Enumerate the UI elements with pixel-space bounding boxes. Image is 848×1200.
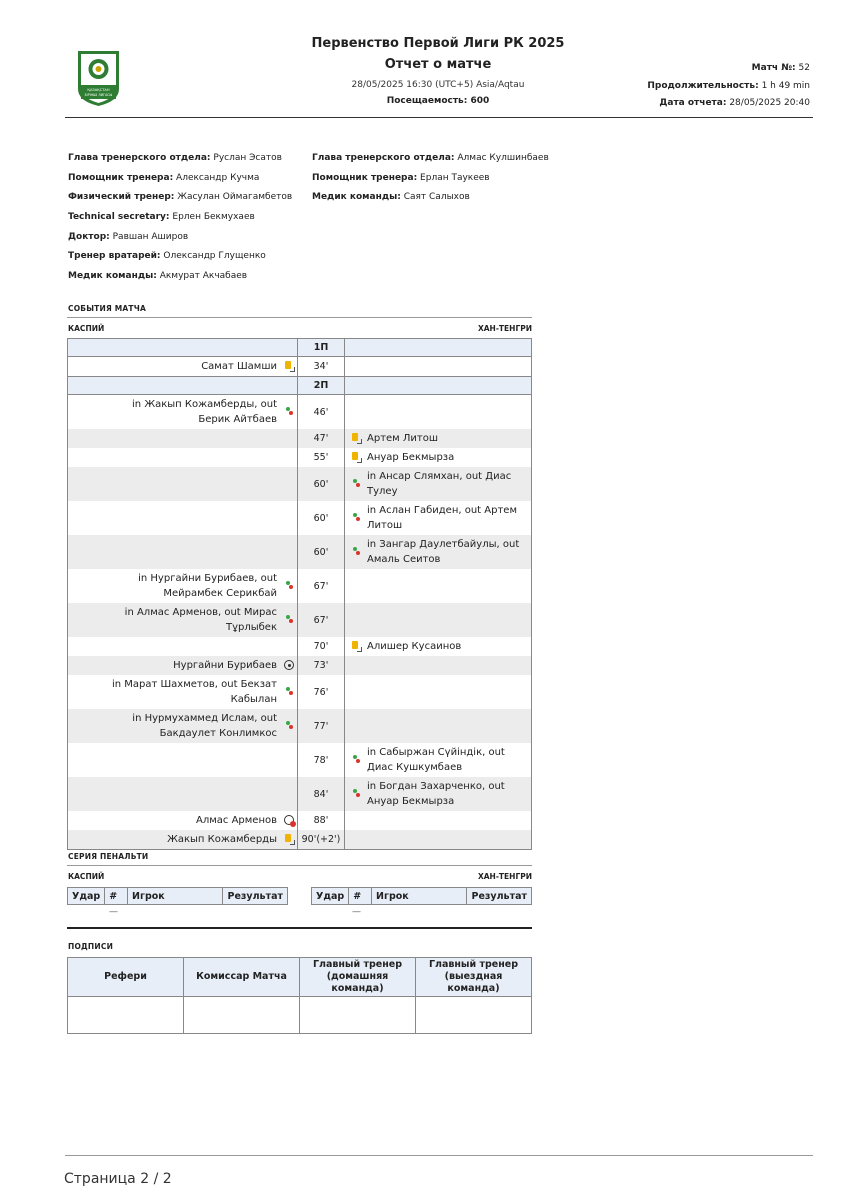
period-label: 2П	[298, 377, 345, 395]
event-home-label: in Нургайни Бурибаев, out Мейрамбек Серикбай	[138, 573, 277, 599]
penalties-home-table	[67, 887, 288, 905]
report-title: Отчет о матче	[384, 57, 492, 72]
duration-label: Продолжительность:	[647, 81, 759, 91]
home-coach-signature-cell[interactable]	[300, 997, 416, 1034]
event-away-text: Ануар Бекмырза	[367, 448, 532, 467]
staff-name: Олександр Глущенко	[163, 251, 266, 262]
period-right-cell	[345, 339, 532, 357]
event-away-text: in Сабыржан Сүйіндік, out Диас Кушкумбаев	[367, 743, 532, 777]
event-home-text	[68, 830, 282, 850]
event-home-text	[68, 637, 282, 656]
commissioner-signature-cell[interactable]	[184, 997, 300, 1034]
event-row	[68, 637, 532, 656]
event-home-text	[68, 743, 282, 777]
penalties-divider	[67, 865, 532, 866]
event-away-text	[367, 830, 532, 850]
staff-role: Помощник тренера:	[68, 172, 174, 183]
event-home-text	[68, 535, 282, 569]
col-number: #	[349, 888, 372, 905]
event-row	[68, 535, 532, 569]
signatures-section-title: ПОДПИСИ	[68, 942, 114, 951]
yellow-card-icon	[351, 452, 361, 463]
event-away-text: in Богдан Захарченко, out Ануар Бекмырза	[367, 777, 532, 811]
col-number: #	[105, 888, 128, 905]
event-home-text	[68, 429, 282, 448]
events-section-title: СОБЫТИЯ МАТЧА	[68, 304, 146, 313]
event-row	[68, 603, 532, 637]
col-shot: Удар	[68, 888, 105, 905]
commissioner-header: Комиссар Матча	[184, 958, 300, 997]
event-home-text	[68, 811, 282, 830]
home-staff-list	[68, 153, 292, 291]
substitution-icon	[284, 720, 294, 731]
col-player: Игрок	[128, 888, 223, 905]
match-duration	[647, 81, 810, 91]
event-home-icon-cell	[281, 637, 298, 656]
event-row	[68, 569, 532, 603]
event-away-icon-cell	[345, 830, 368, 850]
col-player: Игрок	[372, 888, 467, 905]
event-home-label: Алмас Арменов	[195, 815, 277, 826]
event-away-icon-cell	[345, 448, 368, 467]
event-away-text	[367, 709, 532, 743]
penalties-header-row	[312, 888, 532, 905]
event-away-text: in Аслан Габиден, out Артем Литош	[367, 501, 532, 535]
event-away-text: in Ансар Слямхан, out Диас Тулеу	[367, 467, 532, 501]
event-row	[68, 811, 532, 830]
event-row	[68, 656, 532, 675]
event-away-icon-cell	[345, 357, 368, 377]
event-home-icon-cell	[281, 656, 298, 675]
event-away-icon-cell	[345, 709, 368, 743]
period-right-cell	[345, 377, 532, 395]
staff-role: Глава тренерского отдела:	[68, 153, 211, 163]
penalties-home-team: КАСПИЙ	[68, 872, 105, 881]
substitution-icon	[284, 406, 294, 417]
own-goal-icon	[284, 815, 294, 825]
event-home-icon-cell	[281, 569, 298, 603]
staff-name: Ерлен Бекмухаев	[172, 212, 255, 223]
event-away-icon-cell	[345, 429, 368, 448]
staff-line	[312, 173, 549, 193]
staff-role: Technical secretary:	[68, 212, 170, 223]
event-home-icon-cell	[281, 429, 298, 448]
event-minute: 47'	[298, 429, 345, 448]
substitution-icon	[351, 478, 361, 489]
event-home-label: Нургайни Бурибаев	[173, 660, 277, 671]
period-label: 1П	[298, 339, 345, 357]
event-away-text	[367, 656, 532, 675]
event-minute: 90'(+2')	[298, 830, 345, 850]
event-home-text	[68, 395, 282, 430]
yellow-card-icon	[284, 834, 294, 845]
staff-role: Медик команды:	[68, 271, 157, 282]
home-coach-header: Главный тренер (домашняя команда)	[300, 958, 416, 997]
match-number-value: 52	[798, 63, 810, 73]
staff-name: Алмас Кулшинбаев	[457, 153, 549, 163]
event-home-label: in Нурмухаммед Ислам, out Бакдаулет Конлимкос	[132, 713, 277, 739]
staff-name: Саят Салыхов	[403, 192, 470, 203]
signatures-row	[68, 997, 532, 1034]
event-row	[68, 429, 532, 448]
event-home-icon-cell	[281, 603, 298, 637]
event-away-icon-cell	[345, 395, 368, 430]
event-home-text	[68, 448, 282, 467]
event-home-label: in Марат Шахметов, out Бекзат Кабылан	[111, 679, 277, 705]
event-away-icon-cell	[345, 569, 368, 603]
penalties-away-team: ХАН-ТЕНГРИ	[477, 872, 532, 881]
event-away-text	[367, 569, 532, 603]
events-table	[67, 338, 532, 850]
event-row	[68, 675, 532, 709]
substitution-icon	[351, 788, 361, 799]
signatures-table	[67, 957, 532, 1034]
staff-role: Глава тренерского отдела:	[312, 153, 455, 163]
goal-icon	[284, 660, 294, 670]
event-row	[68, 357, 532, 377]
event-minute: 77'	[298, 709, 345, 743]
yellow-card-icon	[284, 361, 294, 372]
event-minute: 46'	[298, 395, 345, 430]
event-home-icon-cell	[281, 467, 298, 501]
event-away-icon-cell	[345, 501, 368, 535]
event-home-text	[68, 603, 282, 637]
report-date-label: Дата отчета:	[659, 98, 727, 108]
staff-line	[68, 153, 292, 173]
attendance-label: Посещаемость:	[386, 96, 468, 106]
away-coach-signature-cell[interactable]	[416, 997, 532, 1034]
event-away-icon-cell	[345, 675, 368, 709]
penalties-bottom-rule	[67, 927, 532, 929]
event-home-icon-cell	[281, 395, 298, 430]
event-minute: 88'	[298, 811, 345, 830]
event-minute: 73'	[298, 656, 345, 675]
event-away-text: in Зангар Даулетбайулы, out Амаль Сеитов	[367, 535, 532, 569]
referee-signature-cell[interactable]	[68, 997, 184, 1034]
header-divider	[65, 117, 813, 118]
col-result: Результат	[223, 888, 288, 905]
staff-line	[68, 212, 292, 232]
penalties-away-table	[311, 887, 532, 905]
yellow-card-icon	[351, 433, 361, 444]
event-away-text: Алишер Кусаинов	[367, 637, 532, 656]
away-coach-header: Главный тренер (выездная команда)	[416, 958, 532, 997]
staff-line	[68, 232, 292, 252]
event-home-text	[68, 569, 282, 603]
event-home-icon-cell	[281, 743, 298, 777]
event-away-text	[367, 395, 532, 430]
event-home-icon-cell	[281, 777, 298, 811]
event-away-icon-cell	[345, 743, 368, 777]
event-minute: 60'	[298, 501, 345, 535]
duration-value: 1 h 49 min	[761, 81, 810, 91]
period-row	[68, 377, 532, 395]
event-home-icon-cell	[281, 709, 298, 743]
substitution-icon	[284, 580, 294, 591]
event-row	[68, 830, 532, 850]
event-home-icon-cell	[281, 501, 298, 535]
event-row	[68, 467, 532, 501]
event-minute: 55'	[298, 448, 345, 467]
referee-header: Рефери	[68, 958, 184, 997]
event-minute: 60'	[298, 535, 345, 569]
event-away-text: Артем Литош	[367, 429, 532, 448]
page-number: Страница 2 / 2	[64, 1171, 172, 1187]
events-away-team: ХАН-ТЕНГРИ	[477, 324, 532, 333]
event-minute: 76'	[298, 675, 345, 709]
event-home-icon-cell	[281, 535, 298, 569]
event-row	[68, 777, 532, 811]
events-divider	[67, 317, 532, 318]
staff-line	[68, 251, 292, 271]
match-number	[752, 63, 810, 73]
staff-role: Медик команды:	[312, 192, 401, 203]
staff-line	[312, 192, 549, 212]
staff-name: Руслан Эсатов	[213, 153, 282, 163]
logo-text-1: ҚАЗАҚСТАН	[87, 88, 110, 92]
event-home-icon-cell	[281, 357, 298, 377]
away-staff-list	[312, 153, 549, 212]
event-home-label: Жакып Кожамберды	[167, 834, 277, 845]
staff-name: Ерлан Таукеев	[420, 172, 490, 183]
event-minute: 34'	[298, 357, 345, 377]
staff-line	[68, 192, 292, 212]
staff-role: Тренер вратарей:	[68, 251, 161, 262]
event-row	[68, 395, 532, 430]
staff-role: Помощник тренера:	[312, 172, 418, 183]
attendance-value: 600	[470, 96, 490, 106]
event-home-text	[68, 709, 282, 743]
event-home-label: Самат Шамши	[201, 361, 277, 372]
staff-line	[312, 153, 549, 173]
events-home-team: КАСПИЙ	[68, 324, 105, 333]
penalties-header-row	[68, 888, 288, 905]
yellow-card-icon	[351, 641, 361, 652]
event-home-label: in Жакып Кожамберды, out Берик Айтбаев	[132, 399, 277, 425]
report-date-value: 28/05/2025 20:40	[729, 98, 810, 108]
staff-line	[68, 271, 292, 291]
event-away-icon-cell	[345, 467, 368, 501]
event-home-text	[68, 777, 282, 811]
event-away-text	[367, 675, 532, 709]
event-away-text	[367, 811, 532, 830]
staff-role: Физический тренер:	[68, 192, 175, 203]
event-home-icon-cell	[281, 830, 298, 850]
staff-name: Равшан Аширов	[112, 231, 189, 242]
events-table-body	[68, 339, 532, 850]
event-away-icon-cell	[345, 603, 368, 637]
penalties-section-title: СЕРИЯ ПЕНАЛЬТИ	[68, 852, 149, 861]
event-minute: 84'	[298, 777, 345, 811]
event-away-icon-cell	[345, 637, 368, 656]
event-away-text	[367, 357, 532, 377]
event-row	[68, 501, 532, 535]
event-home-icon-cell	[281, 675, 298, 709]
col-shot: Удар	[312, 888, 349, 905]
event-home-text	[68, 656, 282, 675]
event-minute: 60'	[298, 467, 345, 501]
event-away-icon-cell	[345, 811, 368, 830]
event-home-text	[68, 467, 282, 501]
staff-role: Доктор:	[68, 231, 110, 242]
substitution-icon	[351, 512, 361, 523]
event-home-text	[68, 675, 282, 709]
substitution-icon	[284, 686, 294, 697]
col-result: Результат	[467, 888, 532, 905]
event-away-icon-cell	[345, 656, 368, 675]
penalties-away-empty: —	[352, 907, 361, 917]
staff-name: Акмурат Акчабаев	[159, 271, 248, 282]
event-row	[68, 709, 532, 743]
event-home-icon-cell	[281, 811, 298, 830]
staff-name: Жасулан Оймагамбетов	[177, 192, 293, 203]
substitution-icon	[284, 614, 294, 625]
event-home-icon-cell	[281, 448, 298, 467]
event-row	[68, 743, 532, 777]
event-minute: 70'	[298, 637, 345, 656]
event-away-icon-cell	[345, 777, 368, 811]
event-away-text	[367, 603, 532, 637]
signatures-header-row	[68, 958, 532, 997]
report-date	[659, 98, 810, 108]
event-minute: 67'	[298, 569, 345, 603]
event-minute: 78'	[298, 743, 345, 777]
substitution-icon	[351, 754, 361, 765]
event-minute: 67'	[298, 603, 345, 637]
event-home-text	[68, 501, 282, 535]
match-datetime: 28/05/2025 16:30 (UTC+5) Asia/Aqtau	[351, 80, 525, 90]
league-title: Первенство Первой Лиги РК 2025	[311, 36, 565, 51]
event-row	[68, 448, 532, 467]
event-away-icon-cell	[345, 535, 368, 569]
period-row	[68, 339, 532, 357]
footer-divider	[65, 1155, 813, 1156]
event-home-label: in Алмас Арменов, out Мирас Тұрлыбек	[124, 607, 277, 633]
penalties-home-empty: —	[109, 907, 118, 917]
period-left-cell	[68, 339, 298, 357]
substitution-icon	[351, 546, 361, 557]
match-number-label: Матч №:	[751, 63, 796, 73]
event-home-text	[68, 357, 282, 377]
staff-line	[68, 173, 292, 193]
period-left-cell	[68, 377, 298, 395]
staff-name: Александр Кучма	[176, 172, 260, 183]
logo-text-2: БІРІНШІ ЛИГАСЫ	[84, 93, 113, 97]
